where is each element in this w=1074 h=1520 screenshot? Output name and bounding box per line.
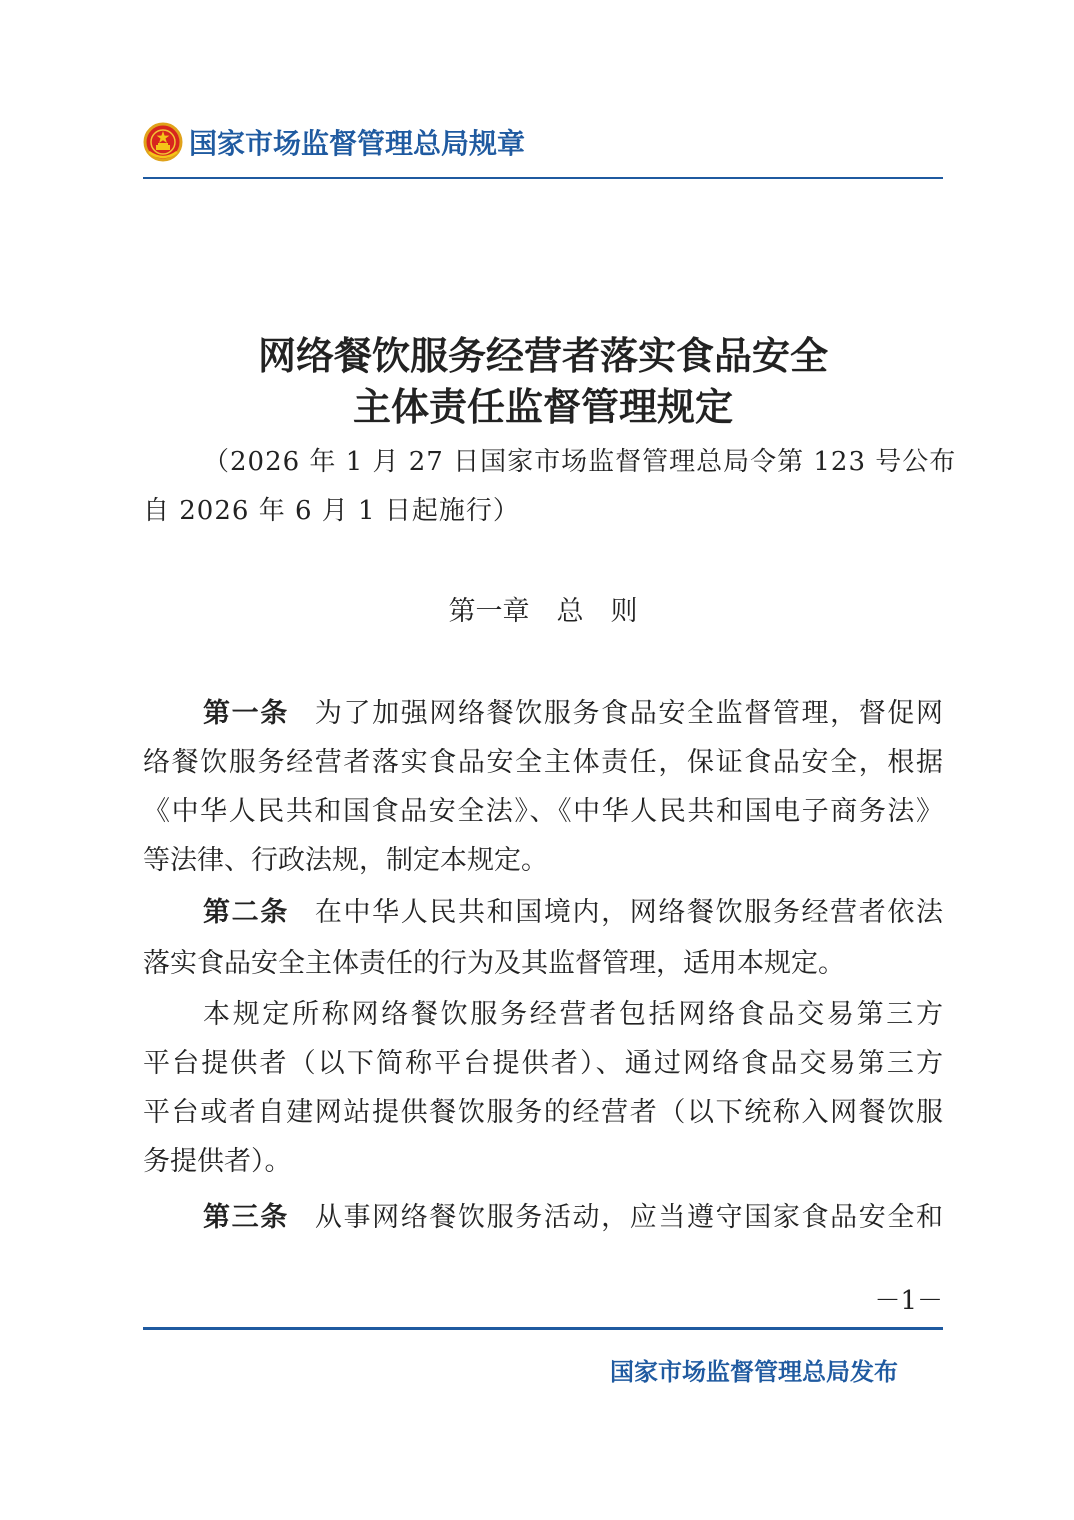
- document-title-line2: 主体责任监督管理规定: [352, 384, 733, 429]
- article1-line4: 等法律、行政法规，制定本规定。: [143, 845, 548, 876]
- page-header: [143, 118, 943, 166]
- article3-label: 第三条: [203, 1202, 289, 1233]
- publisher-footer: 国家市场监督管理总局发布: [610, 1358, 898, 1386]
- article3-text1: 从事网络餐饮服务活动，应当遵守国家食品安全和: [314, 1202, 943, 1233]
- article2-text1: 在中华人民共和国境内，网络餐饮服务经营者依法: [314, 897, 943, 928]
- article2-para2-line1: 本规定所称网络餐饮服务经营者包括网络食品交易第三方: [203, 999, 943, 1030]
- article2-para2-line2: 平台提供者（以下简称平台提供者）、通过网络食品交易第三方: [143, 1048, 943, 1079]
- article1-text1: 为了加强网络餐饮服务食品安全监督管理，督促网: [314, 698, 943, 729]
- promulgation-note-line2: 自 2026 年 6 月 1 日起施行）: [143, 496, 520, 526]
- article1-label: 第一条: [203, 698, 289, 729]
- article2-para2-line4: 务提供者）。: [143, 1146, 292, 1177]
- article2-label: 第二条: [203, 897, 289, 928]
- footer-divider: [143, 1327, 943, 1330]
- header-title: 国家市场监督管理总局规章: [189, 127, 526, 160]
- article1-line1: [203, 694, 943, 734]
- article1-line3: 《中华人民共和国食品安全法》、《中华人民共和国电子商务法》: [143, 796, 943, 827]
- article2-line1: [203, 893, 943, 933]
- article2-line2: 落实食品安全主体责任的行为及其监督管理，适用本规定。: [143, 948, 845, 979]
- document-title-line1: 网络餐饮服务经营者落实食品安全: [257, 333, 828, 378]
- header-divider: [143, 177, 943, 179]
- article1-line2: 络餐饮服务经营者落实食品安全主体责任，保证食品安全，根据: [143, 747, 943, 778]
- national-emblem-icon: [143, 122, 183, 162]
- article3-line1: [203, 1198, 943, 1238]
- chapter-heading: 第一章 总 则: [448, 596, 638, 627]
- promulgation-note-line1: （2026 年 1 月 27 日国家市场监督管理总局令第 123 号公布: [203, 447, 957, 477]
- article2-para2-line3: 平台或者自建网站提供餐饮服务的经营者（以下统称入网餐饮服: [143, 1097, 943, 1128]
- page-number: －1－: [874, 1286, 943, 1316]
